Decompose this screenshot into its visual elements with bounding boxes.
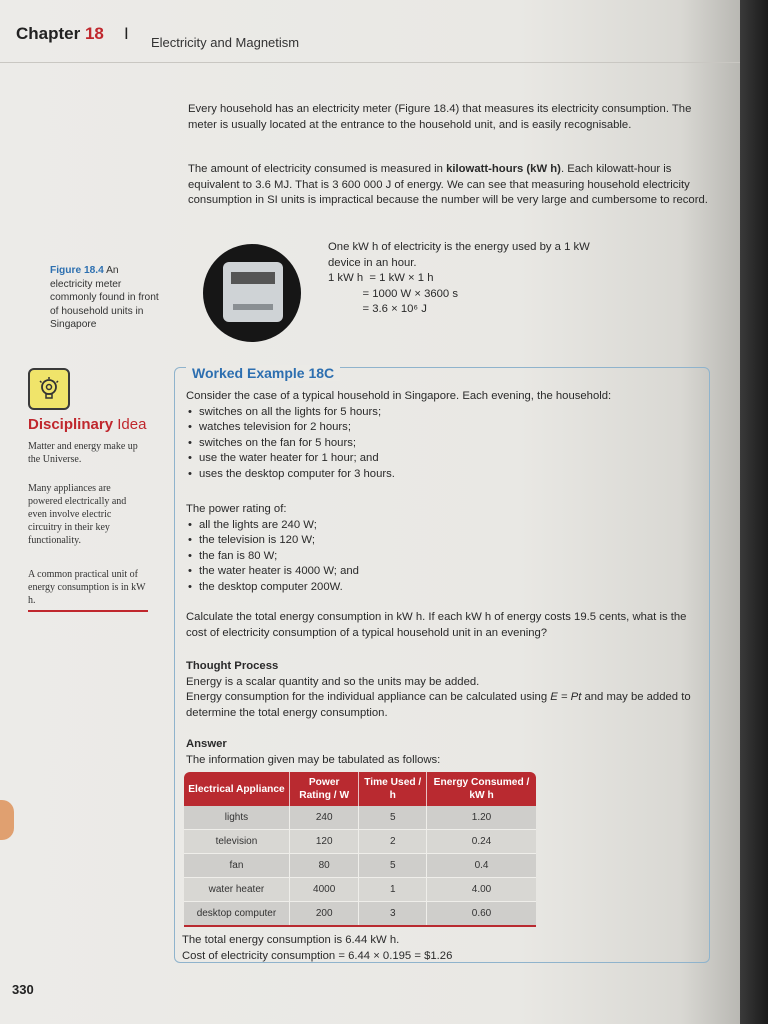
table-cell: 5 (359, 806, 427, 830)
chapter-label: Chapter 18 (16, 24, 104, 43)
formula-inline: E = Pt (550, 691, 582, 703)
table-cell: water heater (184, 878, 289, 902)
page-header (0, 0, 740, 63)
formula-line: 1 kW h = 1 kW × 1 h (328, 272, 434, 284)
table-row (184, 830, 536, 854)
thought-heading: Thought Process (186, 660, 279, 672)
power-ratings: The power rating of: • all the lights are 240 W; • the television is 120 W; • the fan is 80 W; • the water heater is 4000 W; and • the desktop computer 200W. (186, 502, 701, 595)
column-header: Electrical Appliance (184, 772, 289, 806)
list-item: • the desktop computer 200W. (186, 580, 701, 596)
question-text: Calculate the total energy consumption in kW h. If each kW h of energy costs 19.5 cents, what is the cost of electricity consumption of a typical household unit in an evening? (186, 611, 687, 639)
formula-line: device in an hour. (328, 256, 417, 269)
formula-line: = 1000 W × 3600 s (328, 287, 458, 300)
formula-line: One kW h of electricity is the energy used by a 1 kW (328, 241, 590, 253)
table-row (184, 878, 536, 902)
list-item: • all the lights are 240 W; (186, 518, 701, 534)
list-item: • the television is 120 W; (186, 533, 701, 549)
example-scenario: Consider the case of a typical household in Singapore. Each evening, the household: • switches on all the lights for 5 hours; • watches television for 2 hours; • switches on the fan for 5 hours; • use the water heater for 1 hour; and • uses the desktop computer for 3 hours. (186, 389, 701, 482)
intro-paragraph-2: The amount of electricity consumed is measured in kilowatt-hours (kW h). Each kilowatt-hour is equivalent to 3.6 MJ. That is 3 600 000 J of energy. We can see that measuring household electricity consumption in SI units is impractical because the number will be very large and cumbersome to record. (188, 163, 708, 206)
figure-caption: Figure 18.4 An electricity meter commonly found in front of household units in Singapore (50, 265, 159, 330)
list-item: • watches television for 2 hours; (186, 420, 701, 436)
table-cell: 0.24 (427, 830, 536, 854)
list-item: • switches on all the lights for 5 hours; (186, 405, 701, 421)
table-row (184, 854, 536, 878)
divider (28, 610, 148, 612)
list-item: • the water heater is 4000 W; and (186, 564, 701, 580)
idea-text: Many appliances are powered electrically and even involve electric circuitry in their key functionality. (28, 483, 127, 546)
column-header: Power Rating / W (289, 772, 359, 806)
idea-text: Matter and energy make up the Universe. (28, 441, 138, 465)
column-header: Time Used / h (359, 772, 427, 806)
table-cell: desktop computer (184, 902, 289, 927)
answer-heading: Answer (186, 738, 227, 750)
table-cell: 4000 (289, 878, 359, 902)
worked-example-title: Worked Example 18C (186, 365, 340, 381)
energy-table (184, 772, 536, 927)
lightbulb-gear-icon (28, 368, 70, 410)
page-number: 330 (12, 982, 34, 997)
thought-process: Thought Process Energy is a scalar quantity and so the units may be added. Energy consumption for the individual appliance can be calculated using E = Pt and may be added to determine the total energy consumption. (186, 659, 701, 721)
conclusion: The total energy consumption is 6.44 kW h. Cost of electricity consumption = 6.44 × 0.195 = $1.26 (182, 934, 453, 962)
table-row (184, 902, 536, 927)
formula-line: = 3.6 × 10⁶ J (328, 303, 427, 315)
column-header: Energy Consumed / kW h (427, 772, 536, 806)
intro-paragraph-1: Every household has an electricity meter (Figure 18.4) that measures its electricity consumption. The meter is usually located at the entrance to the household unit, and is easily recognisable. (188, 103, 692, 131)
electricity-meter-image (203, 244, 301, 342)
table-cell: 200 (289, 902, 359, 927)
book-spine (740, 0, 768, 1024)
section-title: Electricity and Magnetism (151, 35, 300, 50)
disciplinary-idea-title: Disciplinary Idea (28, 416, 147, 433)
kwh-term: kilowatt-hours (kW h) (446, 163, 561, 175)
answer-section: Answer The information given may be tabulated as follows: (186, 737, 701, 768)
table-cell: television (184, 830, 289, 854)
table-cell: 3 (359, 902, 427, 927)
chapter-number: 18 (84, 24, 104, 43)
table-cell: fan (184, 854, 289, 878)
list-item: • switches on the fan for 5 hours; (186, 436, 701, 452)
idea-text: A common practical unit of energy consumption is in kW h. (28, 569, 146, 606)
thumb (0, 800, 14, 840)
table-cell: lights (184, 806, 289, 830)
table-cell: 1 (359, 878, 427, 902)
table-cell: 240 (289, 806, 359, 830)
figure-label: Figure 18.4 (50, 265, 104, 276)
table-cell: 0.60 (427, 902, 536, 927)
table-cell: 0.4 (427, 854, 536, 878)
table-cell: 120 (289, 830, 359, 854)
table-row (184, 806, 536, 830)
table-cell: 4.00 (427, 878, 536, 902)
table-cell: 80 (289, 854, 359, 878)
table-cell: 5 (359, 854, 427, 878)
list-item: • the fan is 80 W; (186, 549, 701, 565)
table-cell: 1.20 (427, 806, 536, 830)
table-cell: 2 (359, 830, 427, 854)
list-item: • use the water heater for 1 hour; and (186, 451, 701, 467)
header-separator: I (124, 24, 129, 43)
kwh-definition (328, 240, 590, 318)
list-item: • uses the desktop computer for 3 hours. (186, 467, 701, 483)
